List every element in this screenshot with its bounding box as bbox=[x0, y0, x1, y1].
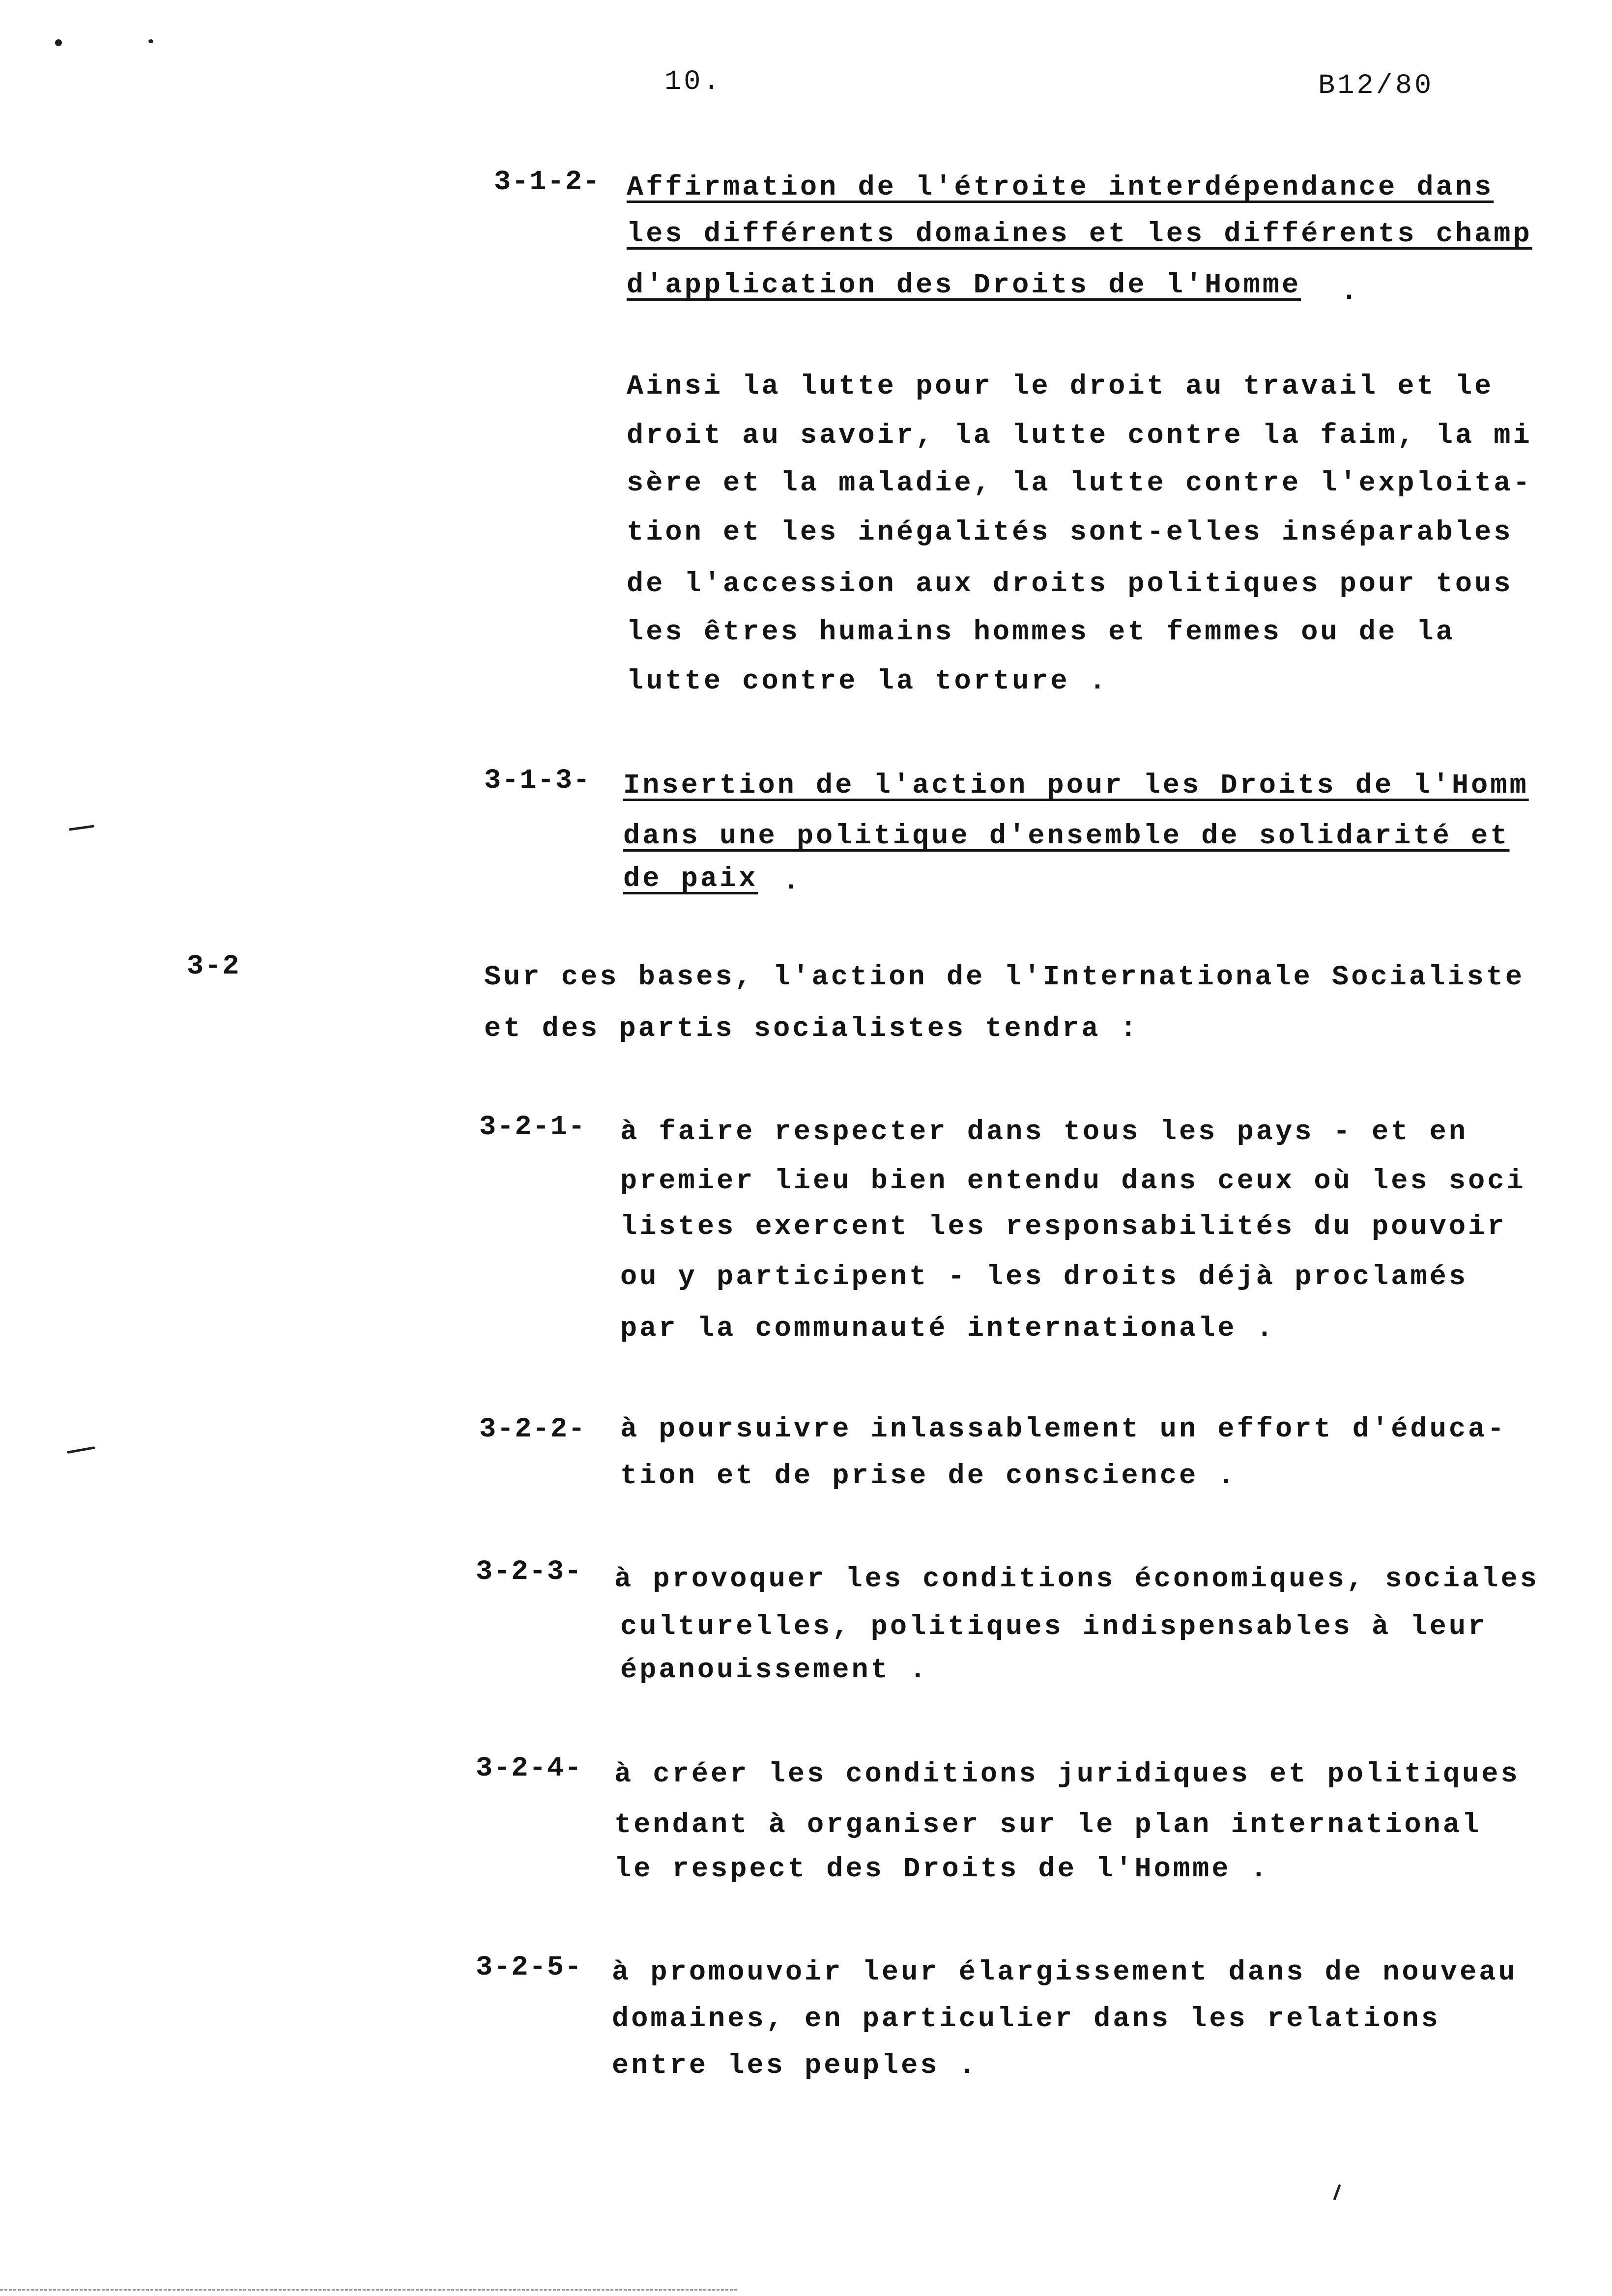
section-title-line: de paix bbox=[623, 863, 758, 895]
section-title-line: d'application des Droits de l'Homme bbox=[627, 270, 1301, 301]
section-title-end: . bbox=[1341, 276, 1360, 308]
section-number: 3-1-3- bbox=[484, 765, 591, 797]
paragraph-line: Ainsi la lutte pour le droit au travail et le bbox=[627, 371, 1494, 402]
paragraph-line: sère et la maladie, la lutte contre l'exploita- bbox=[627, 468, 1532, 499]
scan-dash bbox=[67, 1446, 95, 1454]
item-line: domaines, en particulier dans les relations bbox=[612, 2004, 1440, 2035]
section-title-line: Affirmation de l'étroite interdépendance dans bbox=[627, 172, 1494, 203]
paragraph-line: les êtres humains hommes et femmes ou de la bbox=[627, 617, 1455, 648]
scan-dot bbox=[148, 39, 153, 43]
paragraph-line: et des partis socialistes tendra : bbox=[484, 1013, 1139, 1045]
paragraph-line: tion et les inégalités sont-elles inséparables bbox=[627, 517, 1513, 548]
bottom-edge-line bbox=[0, 2289, 737, 2291]
paragraph-line: droit au savoir, la lutte contre la faim, la mi bbox=[627, 420, 1532, 452]
item-number: 3-2-1- bbox=[479, 1112, 586, 1143]
item-line: ou y participent - les droits déjà proclamés bbox=[620, 1262, 1468, 1293]
section-title-line: les différents domaines et les différents champ bbox=[627, 219, 1532, 250]
item-line: listes exercent les responsabilités du pouvoir bbox=[620, 1211, 1507, 1243]
item-line: à provoquer les conditions économiques, sociales bbox=[614, 1564, 1539, 1595]
paragraph-line: Sur ces bases, l'action de l'Internationale Socialiste bbox=[484, 962, 1525, 993]
page-number: 10. bbox=[664, 66, 722, 98]
item-line: culturelles, politiques indispensables à leur bbox=[620, 1611, 1488, 1643]
item-line: par la communauté internationale . bbox=[620, 1313, 1275, 1345]
section-title-line: Insertion de l'action pour les Droits de l'Homm bbox=[623, 770, 1529, 802]
section-title-line: dans une politique d'ensemble de solidarité et bbox=[623, 821, 1510, 852]
item-line: le respect des Droits de l'Homme . bbox=[614, 1854, 1269, 1885]
item-line: entre les peuples . bbox=[612, 2050, 978, 2082]
item-number: 3-2-3- bbox=[476, 1556, 583, 1588]
paragraph-line: de l'accession aux droits politiques pour tous bbox=[627, 569, 1513, 600]
section-number: 3-1-2- bbox=[494, 167, 601, 198]
scan-dash bbox=[1333, 2184, 1341, 2201]
scan-dash bbox=[69, 825, 94, 831]
item-line: épanouissement . bbox=[620, 1655, 929, 1686]
scan-dot bbox=[55, 39, 62, 46]
item-line: tendant à organiser sur le plan international bbox=[614, 1809, 1482, 1841]
section-title-end: . bbox=[782, 866, 802, 897]
item-line: à faire respecter dans tous les pays - et en bbox=[620, 1117, 1468, 1148]
item-line: tion et de prise de conscience . bbox=[620, 1461, 1237, 1492]
item-line: à poursuivre inlassablement un effort d'éduca- bbox=[620, 1414, 1507, 1445]
item-line: premier lieu bien entendu dans ceux où les soci bbox=[620, 1166, 1526, 1197]
item-line: à promouvoir leur élargissement dans de nouveau bbox=[612, 1957, 1518, 1988]
item-number: 3-2-5- bbox=[476, 1952, 583, 1983]
section-number: 3-2 bbox=[187, 951, 240, 982]
item-line: à créer les conditions juridiques et politiques bbox=[614, 1759, 1520, 1790]
document-reference: B12/80 bbox=[1318, 70, 1434, 102]
item-number: 3-2-4- bbox=[476, 1753, 583, 1784]
item-number: 3-2-2- bbox=[479, 1414, 586, 1445]
paragraph-line: lutte contre la torture . bbox=[627, 666, 1109, 697]
